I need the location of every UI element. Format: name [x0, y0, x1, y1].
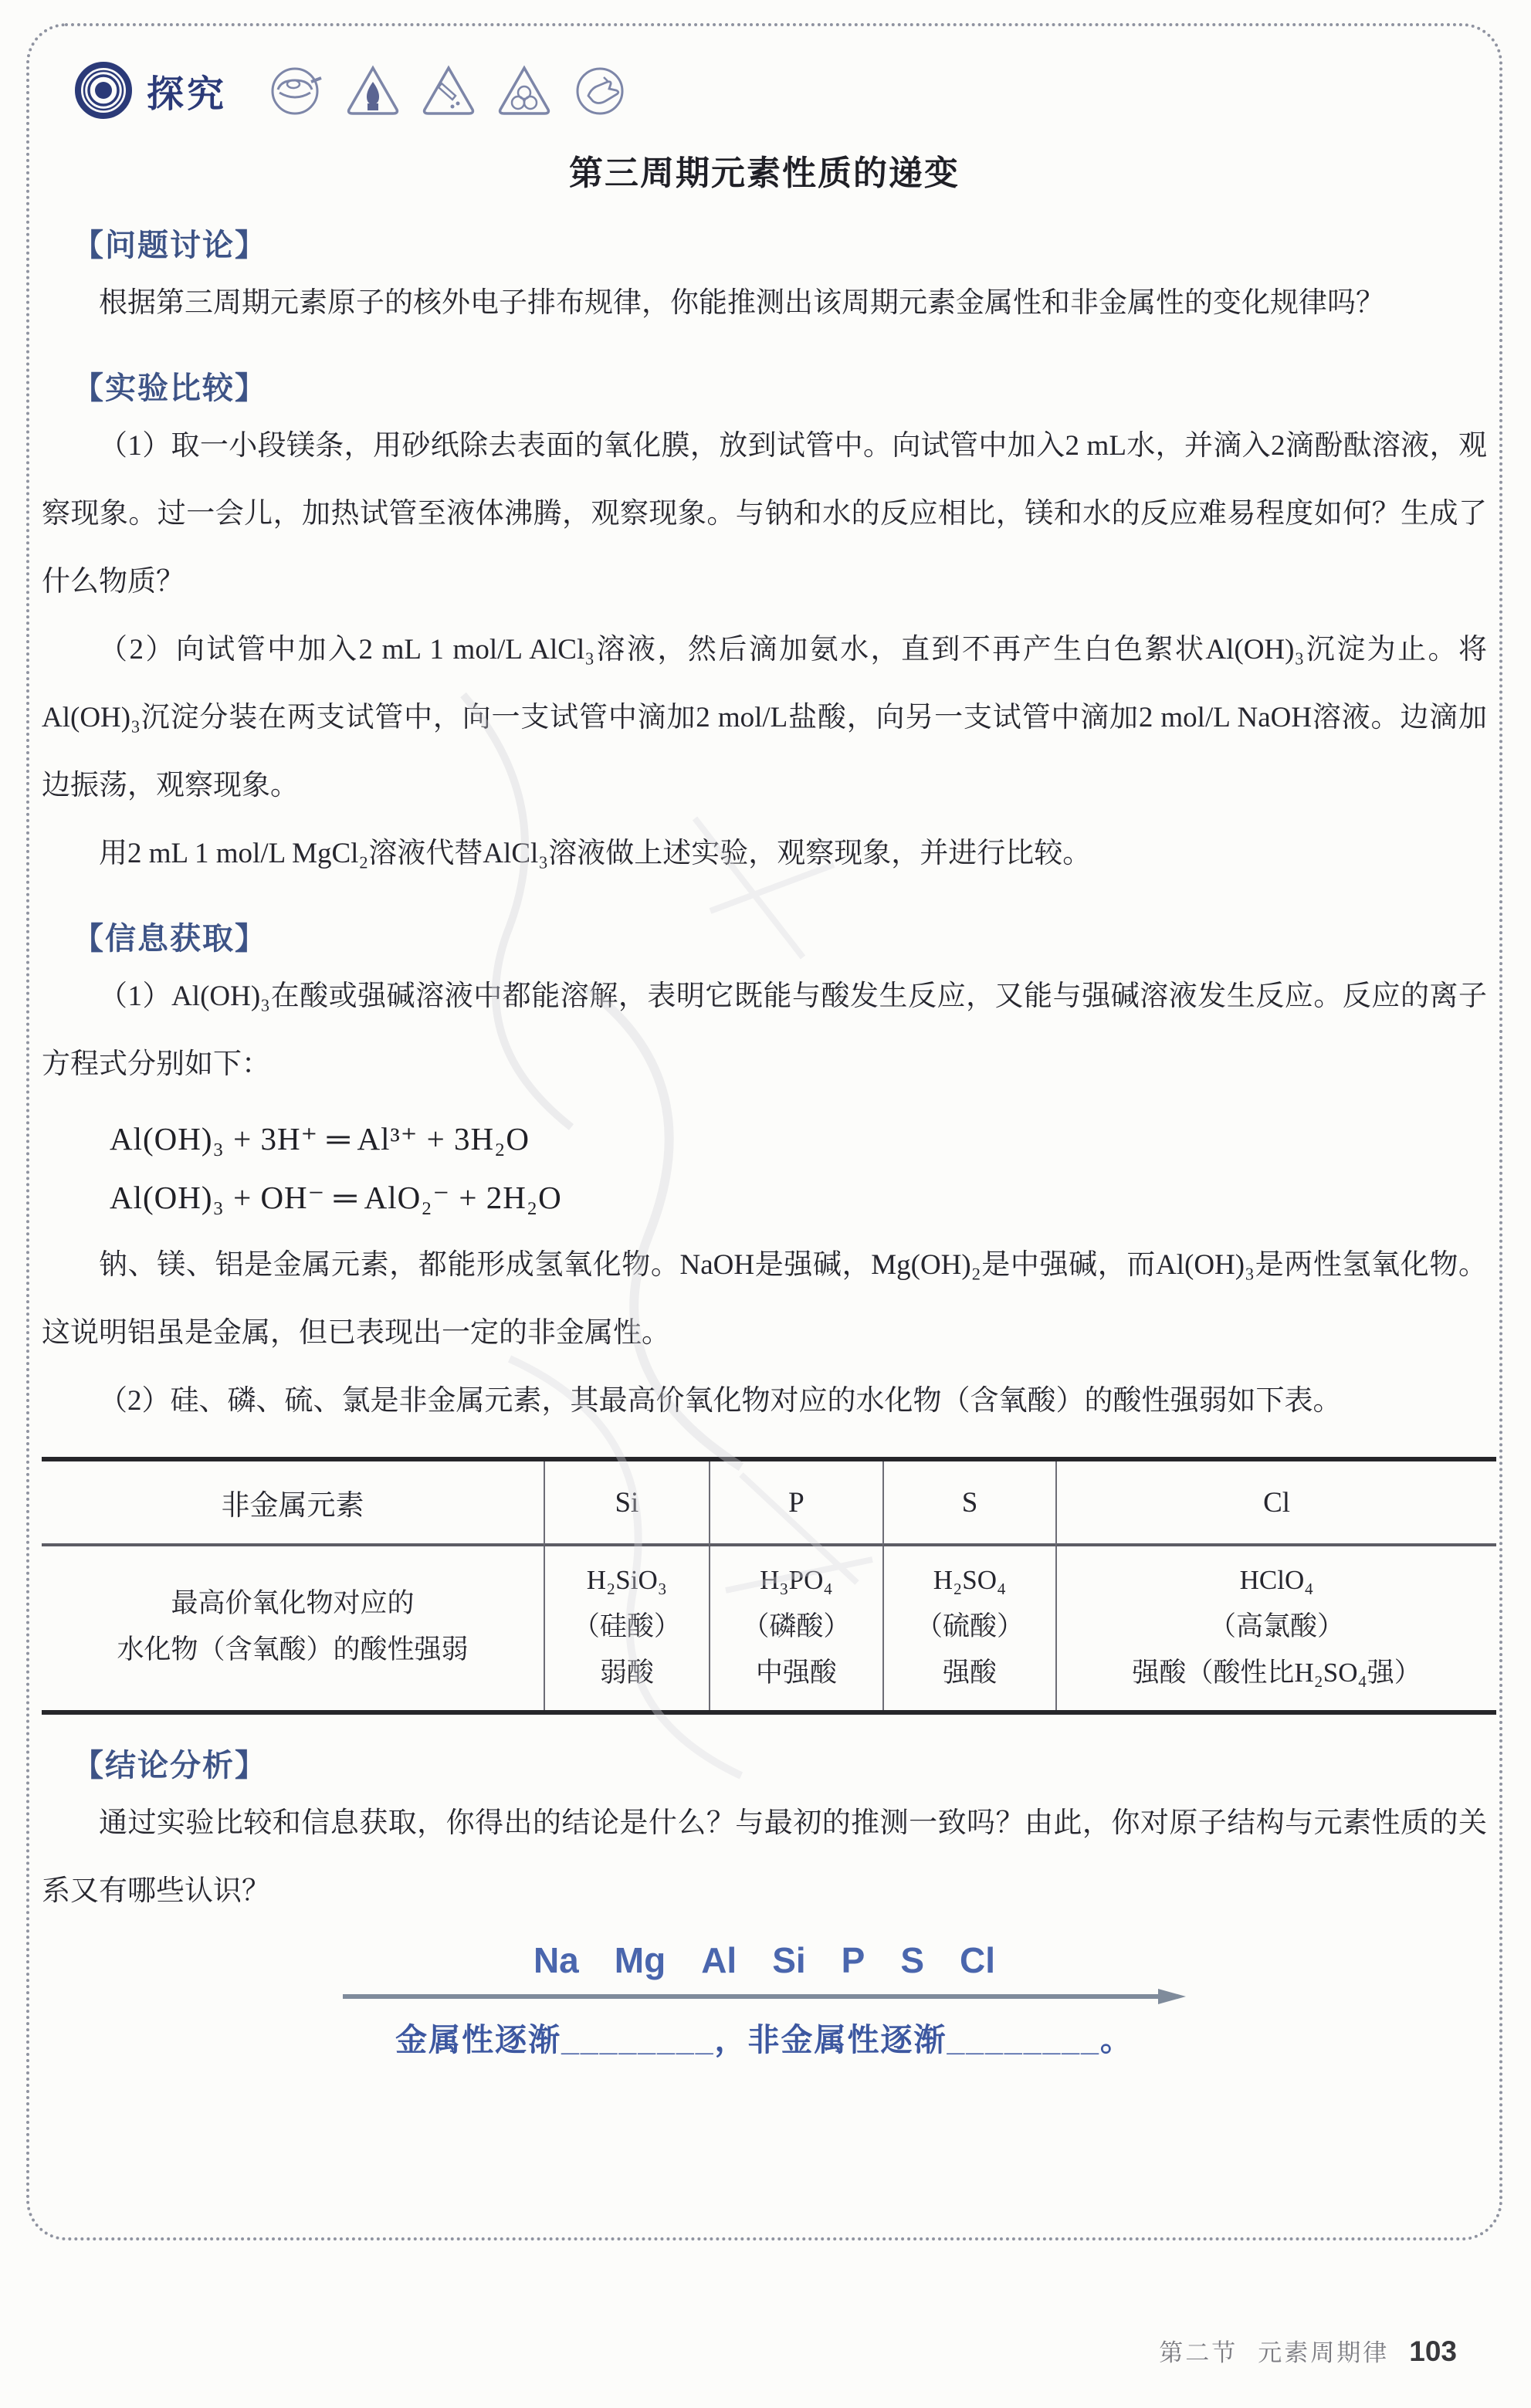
explore-header — [74, 57, 1487, 124]
equation-base: Al(OH)₃ + OH⁻ ═ AlO₂⁻ + 2H₂O — [110, 1180, 562, 1215]
element-na: Na — [533, 1940, 579, 1980]
page-title: 第三周期元素性质的递变 — [569, 154, 960, 192]
explore-badge — [74, 61, 227, 120]
footer-chapter: 元素周期律 — [1258, 2339, 1390, 2366]
element-cl: Cl — [960, 1940, 996, 1980]
acid-strength: 强酸 — [943, 1658, 998, 1688]
acid-name: （磷酸） — [742, 1611, 851, 1641]
formula: H₂SO₄ — [933, 1565, 1007, 1595]
experiment-step-1: （1）取一小段镁条，用砂纸除去表面的氧化膜，放到试管中。向试管中加入2 mL水，并滴入2滴酚酞溶液，观察现象。过一会儿，加热试管至液体沸腾，观察现象。与钠和水的反应相比，镁和水的反应难易程度如何？生成了什么物质？ — [42, 430, 1487, 598]
table-header-nonmetal: 非金属元素 — [42, 1461, 544, 1546]
footer-page-number: 103 — [1409, 2335, 1457, 2367]
element-si: Si — [772, 1940, 806, 1980]
formula: H₂SiO₃ — [586, 1565, 667, 1595]
page-dashed-border — [26, 23, 1502, 2240]
element-al: Al — [701, 1940, 737, 1980]
information-paragraph-2: 钠、镁、铝是金属元素，都能形成氢氧化物。NaOH是强碱，Mg(OH)₂是中强碱，而Al(OH)₃是两性氢氧化物。这说明铝虽是金属，但已表现出一定的非金属性。 — [42, 1249, 1487, 1349]
ventilation-warning-icon — [497, 65, 551, 116]
explore-label: 探究 — [147, 73, 228, 115]
formula: HClO₄ — [1239, 1565, 1314, 1595]
table-cell-si — [544, 1546, 709, 1710]
element-symbols-row — [533, 1939, 995, 1981]
element-s: S — [900, 1940, 925, 1980]
equation-acid: Al(OH)₃ + 3H⁺ ═ Al³⁺ + 3H₂O — [110, 1121, 530, 1157]
experiment-step-3: 用2 mL 1 mol/L MgCl₂溶液代替AlCl₃溶液做上述实验，观察现象，并进行比较。 — [99, 838, 1092, 869]
table-body-row — [42, 1546, 1496, 1710]
section-heading-conclusion: 【结论分析】 — [73, 1749, 267, 1783]
section-heading-experiment: 【实验比较】 — [73, 371, 267, 405]
table-row-label — [42, 1546, 544, 1710]
trend-fill-in-line: 金属性逐渐________，非金属性逐渐________。 — [395, 2022, 1133, 2057]
acid-strength: 强酸（酸性比H₂SO₄强） — [1132, 1658, 1421, 1688]
acid-name: （高氯酸） — [1209, 1611, 1345, 1641]
section-heading-information: 【信息获取】 — [73, 922, 267, 956]
acid-name: （硅酸） — [572, 1611, 681, 1641]
row-label-line-2: 水化物（含氧酸）的酸性强弱 — [117, 1634, 469, 1665]
table-header-p: P — [709, 1461, 882, 1546]
page-footer — [1159, 2333, 1457, 2368]
table-header-row — [42, 1461, 1496, 1546]
element-p: P — [841, 1940, 865, 1980]
hand-wash-icon — [573, 65, 627, 116]
row-label-line-1: 最高价氧化物对应的 — [171, 1588, 415, 1618]
table-cell-cl — [1055, 1546, 1496, 1710]
acid-strength: 中强酸 — [755, 1658, 837, 1688]
ionic-equations — [110, 1109, 1487, 1227]
table-header-cl: Cl — [1055, 1461, 1496, 1546]
table-header-s: S — [882, 1461, 1055, 1546]
corrosive-warning-icon — [422, 65, 476, 116]
table-header-si: Si — [544, 1461, 709, 1546]
information-paragraph-1: （1）Al(OH)₃在酸或强碱溶液中都能溶解，表明它既能与酸发生反应，又能与强碱溶液发生反应。反应的离子方程式分别如下： — [42, 980, 1487, 1080]
footer-section: 第二节 — [1159, 2339, 1238, 2366]
heating-warning-icon — [346, 65, 400, 116]
trend-arrow — [340, 1986, 1189, 2011]
conclusion-paragraph: 通过实验比较和信息获取，你得出的结论是什么？与最初的推测一致吗？由此，你对原子结构与元素性质的关系又有哪些认识？ — [42, 1807, 1487, 1907]
formula: H₃PO₄ — [760, 1565, 833, 1595]
section-heading-discussion: 【问题讨论】 — [73, 229, 267, 262]
goggles-icon — [270, 65, 324, 116]
experiment-step-2: （2）向试管中加入2 mL 1 mol/L AlCl₃溶液，然后滴加氨水，直到不再产生白色絮状Al(OH)₃沉淀为止。将Al(OH)₃沉淀分装在两支试管中，向一支试管中滴加2 mol/L盐酸，向另一支试管中滴加2 mol/L NaOH溶液。边滴加边振荡，观察现象。 — [42, 634, 1487, 801]
element-mg: Mg — [614, 1940, 666, 1980]
table-cell-p — [709, 1546, 882, 1710]
acid-strength: 弱酸 — [599, 1658, 654, 1688]
discussion-paragraph: 根据第三周期元素原子的核外电子排布规律，你能推测出该周期元素金属性和非金属性的变化规律吗？ — [99, 287, 1384, 319]
table-cell-s — [882, 1546, 1055, 1710]
acid-strength-table — [42, 1457, 1496, 1715]
information-paragraph-3: （2）硅、磷、硫、氯是非金属元素，其最高价氧化物对应的水化物（含氧酸）的酸性强弱如下表。 — [99, 1385, 1342, 1417]
periodic-trend-diagram — [317, 1939, 1212, 2060]
bullseye-icon — [74, 61, 133, 120]
acid-name: （硫酸） — [916, 1611, 1025, 1641]
safety-icons-row — [270, 65, 627, 116]
